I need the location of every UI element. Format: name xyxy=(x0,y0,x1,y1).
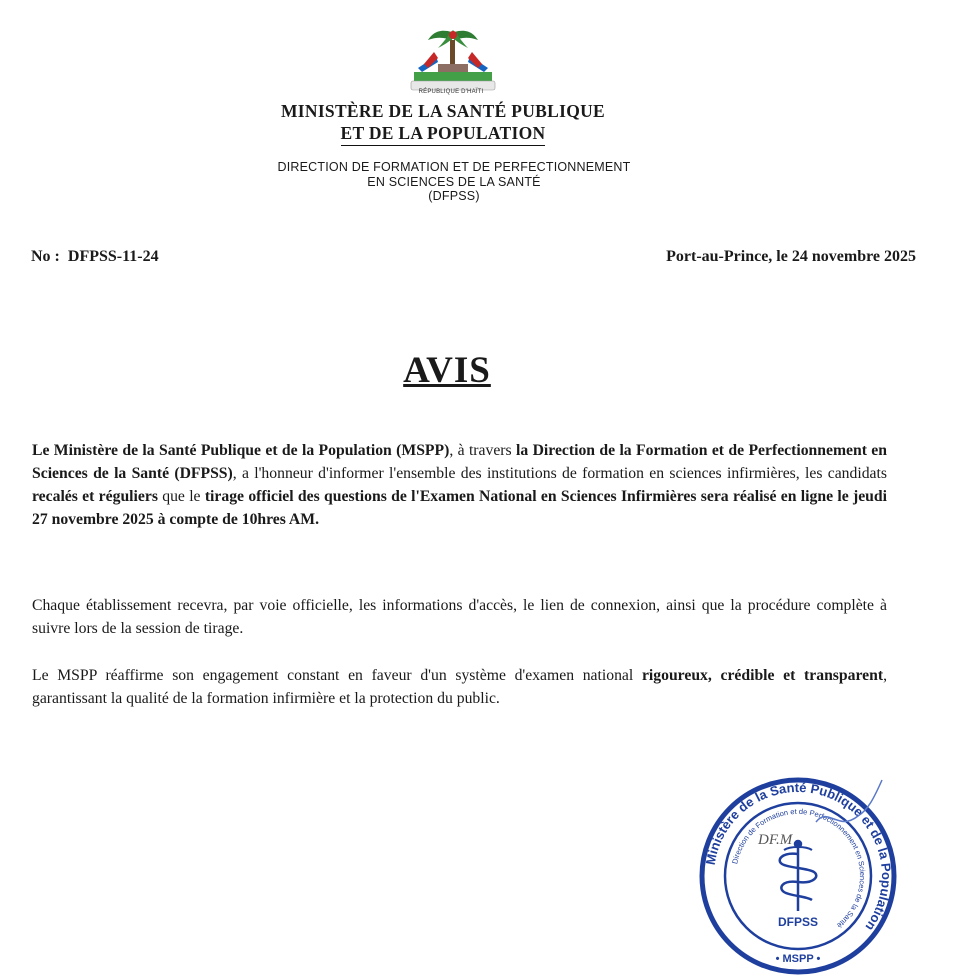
place-date xyxy=(666,248,916,266)
reference-number xyxy=(31,248,159,266)
paragraph-access-info: Chaque établissement recevra, par voie officielle, les informations d'accès, le lien de connexion, ainsi que la procédure complète à suivre lors de la session de tirage. xyxy=(32,597,887,637)
p1-run: , a l'honneur d'informer l'ensemble des institutions de formation en sciences infirmières, les candidats xyxy=(232,465,887,482)
stamp-center-label: DFPSS xyxy=(777,915,819,929)
stamp-bottom-label: • MSPP • xyxy=(775,953,821,965)
ministry-name xyxy=(0,100,886,146)
direction-name xyxy=(0,160,908,204)
signature-initials: DF.M xyxy=(758,832,793,848)
official-stamp xyxy=(698,776,898,976)
p3-run: rigoureux, crédible et transparent xyxy=(641,667,884,684)
direction-line-1: DIRECTION DE FORMATION ET DE PERFECTIONNEMENT xyxy=(277,160,631,174)
ministry-line-2: ET DE LA POPULATION xyxy=(341,122,546,146)
document-date: 24 novembre 2025 xyxy=(791,248,916,265)
caduceus-icon xyxy=(780,841,817,911)
p3-run: , garantissant la qualité de la formation infirmière et la protection du public. xyxy=(32,667,887,707)
coat-of-arms-emblem xyxy=(408,26,498,94)
p1-run: la Direction de la Formation et de Perfectionnement en Sciences de la Santé (DFPSS) xyxy=(32,442,887,482)
emblem-caption: RÉPUBLIQUE D'HAÏTI xyxy=(418,89,484,95)
paragraph-announcement xyxy=(32,439,887,531)
p3-run: Le MSPP réaffirme son engagement constant en faveur d'un système d'examen national xyxy=(32,667,642,684)
stamp-outer-text: Ministère de la Santé Publique et de la Population xyxy=(702,779,895,934)
stamp-inner-text: Direction de Formation et de Perfectionnement en Sciences de la Santé xyxy=(730,806,868,931)
p1-run: que le xyxy=(157,488,205,505)
direction-line-3: (DFPSS) xyxy=(428,189,480,203)
p1-run: tirage officiel des questions de l'Examen National en Sciences Infirmières sera réalisé en ligne le jeudi 27 novembre 2025 à compte de 10hres AM. xyxy=(32,488,887,528)
reference-label: No : xyxy=(31,248,60,265)
reference-value: DFPSS-11-24 xyxy=(67,248,159,265)
notice-title: AVIS xyxy=(403,350,491,391)
ministry-line-1: MINISTÈRE DE LA SANTÉ PUBLIQUE xyxy=(280,101,606,121)
place-date-prefix: Port-au-Prince, le xyxy=(666,248,792,265)
p1-run: , à travers xyxy=(449,442,516,459)
paragraph-commitment xyxy=(32,664,887,710)
direction-line-2: EN SCIENCES DE LA SANTÉ xyxy=(367,174,541,189)
p1-run: recalés et réguliers xyxy=(32,488,158,505)
p1-run: Le Ministère de la Santé Publique et de la Population (MSPP) xyxy=(32,442,450,459)
